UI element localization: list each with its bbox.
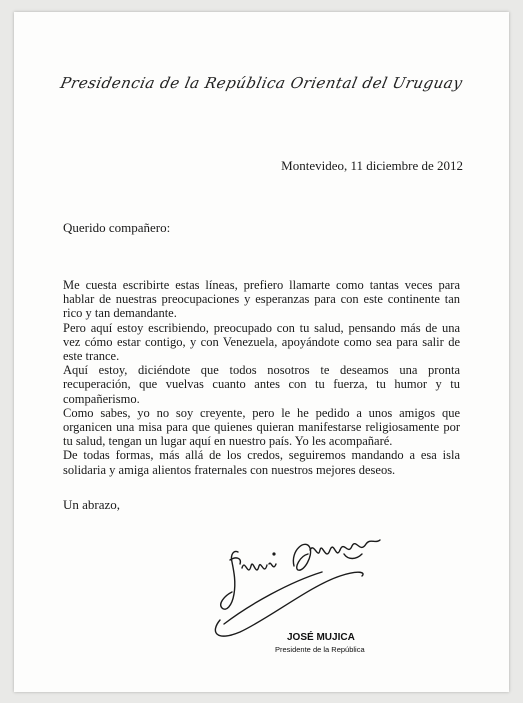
paragraph-3: Aquí estoy, diciéndote que todos nosotros te deseamos una pronta recuperación, que vuelvas cuanto antes con tu fuerza, tu humor y tu compañerismo. xyxy=(63,363,460,406)
signatory-title: Presidente de la República xyxy=(275,645,365,654)
letter-body xyxy=(63,278,460,477)
paragraph-2: Pero aquí estoy escribiendo, preocupado con tu salud, pensando más de una vez cómo estar contigo, y con Venezuela, apoyándote como sea para salir de este trance. xyxy=(63,320,460,364)
paragraph-5: De todas formas, más allá de los credos, seguiremos mandando a esa isla solidaria y amiga alientos fraternales con nuestros mejores deseos. xyxy=(63,448,460,477)
closing: Un abrazo, xyxy=(63,497,121,512)
letter-date: Montevideo, 11 diciembre de 2012 xyxy=(281,158,463,173)
signatory-name: JOSÉ MUJICA xyxy=(287,632,355,643)
paragraph-1: Me cuesta escribirte estas líneas, prefiero llamarte como tantas veces para hablar de nuestras preocupaciones y esperanzas para con este continente tan rico y tan demandante. xyxy=(63,278,460,321)
paragraph-4: Como sabes, yo no soy creyente, pero le he pedido a unos amigos que organicen una misa para que quienes quieran manifestarse religiosamente por tu salud, tengan un lugar aquí en nuestro país. Yo les acompañaré. xyxy=(63,405,460,449)
salutation: Querido compañero: xyxy=(63,220,171,235)
letterhead: Presidencia de la República Oriental del Uruguay xyxy=(58,74,465,92)
handwritten-signature xyxy=(190,520,400,650)
